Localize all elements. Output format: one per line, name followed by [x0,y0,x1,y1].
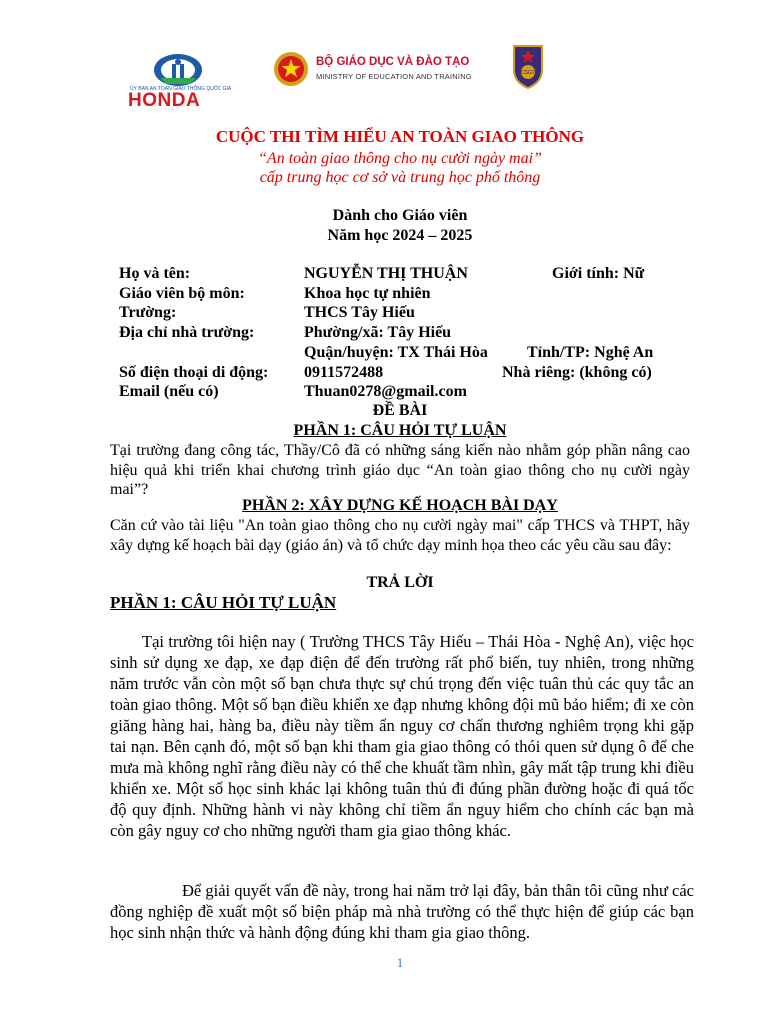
school-label: Trường: [119,304,177,321]
honda-logo: ỦY BAN AN TOÀN GIAO THÔNG QUỐC GIA HONDA [128,52,240,108]
email-label: Email (nếu có) [119,383,219,400]
logo-bar [0,40,768,110]
exam-part1-heading: PHẦN 1: CÂU HỎI TỰ LUẬN [293,422,507,439]
school-value: THCS Tây Hiếu [304,304,415,321]
answer-part1-heading: PHẦN 1: CÂU HỎI TỰ LUẬN [110,593,337,612]
address-label: Địa chỉ nhà trường: [119,324,255,341]
phone-label: Số điện thoại di động: [119,364,269,381]
exam-part1-text: Tại trường đang công tác, Thầy/Cô đã có những sáng kiến nào nhằm góp phần nâng cao hiệu quả khi triển khai chương trình giáo dục “An toàn giao thông cho nụ cười ngày mai”? [110,442,690,498]
contest-level: cấp trung học cơ sở và trung học phổ thông [259,169,541,186]
moet-logo: BỘ GIÁO DỤC VÀ ĐÀO TẠO MINISTRY OF EDUCATION AND TRAINING [272,50,462,90]
contest-slogan: “An toàn giao thông cho nụ cười ngày mai” [258,150,542,167]
subject-value: Khoa học tự nhiên [304,285,431,302]
phone-value: 0911572488 [304,364,384,381]
name-label: Họ và tên: [119,265,191,282]
svg-text:CSGT: CSGT [521,70,535,76]
district-value: Quận/huyện: TX Thái Hòa [304,344,488,361]
province-value: Tỉnh/TP: Nghệ An [527,344,654,361]
home-phone: Nhà riêng: (không có) [502,364,652,381]
national-emblem-icon [272,50,310,88]
ward-value: Phường/xã: Tây Hiếu [304,324,452,341]
audience-label: Dành cho Giáo viên [332,207,468,224]
gender: Giới tính: Nữ [552,265,645,282]
answer-paragraph-1: Tại trường tôi hiện nay ( Trường THCS Tây Hiếu – Thái Hòa - Nghệ An), việc học sinh sử dụng xe đạp, xe đạp điện để đến trường rất phổ biến, tuy nhiên, trong những năm trước vẫn còn một số bạn chưa thực sự chú trọng đến việc tuân thủ các quy tắc an toàn giao thông. Một số bạn điều khiển xe đạp nhưng không đội mũ bảo hiểm; đi xe còn giăng hàng hai, hàng ba, điều này tiềm ẩn nguy cơ chấn thương nghiêm trọng khi gặp tai nạn. Bên cạnh đó, một số bạn khi tham gia giao thông có thói quen sử dụng ô để che mưa mà không nghĩ rằng điều này có thể che khuất tầm nhìn, gây mất tập trung khi điều khiển xe. Một số học sinh khác lại không tuân thủ đi đúng phần đường hoặc đi quá tốc độ quy định. Những hành vi này không chỉ tiềm ẩn nguy hiểm cho chính các bạn mà còn gây nguy cơ cho những người tham gia giao thông khác. [110,632,694,840]
school-year: Năm học 2024 – 2025 [327,227,473,244]
traffic-police-badge-icon [510,42,546,90]
subject-label: Giáo viên bộ môn: [119,285,245,302]
answer-paragraph-2: Để giải quyết vấn đề này, trong hai năm trở lại đây, bản thân tôi cũng như các đồng nghiệp đề xuất một số biện pháp mà nhà trường có thể thực hiện để giúp các bạn học sinh nhận thức và hành động đúng khi tham gia giao thông. [110,881,694,942]
contest-title: CUỘC THI TÌM HIỂU AN TOÀN GIAO THÔNG [215,127,585,146]
email-value: Thuan0278@gmail.com [304,383,467,400]
name-value: NGUYỄN THỊ THUẬN [304,265,468,282]
page-number: 1 [396,955,404,970]
exam-part2-text: Căn cứ vào tài liệu "An toàn giao thông cho nụ cười ngày mai" cấp THCS và THPT, hãy xây dựng kế hoạch bài dạy (giáo án) và tổ chức dạy minh họa theo các yêu cầu sau đây: [110,517,690,554]
exam-heading: ĐỀ BÀI [372,402,428,419]
exam-part2-heading: PHẦN 2: XÂY DỰNG KẾ HOẠCH BÀI DẠY [242,497,558,514]
answer-heading: TRẢ LỜI [366,574,434,591]
